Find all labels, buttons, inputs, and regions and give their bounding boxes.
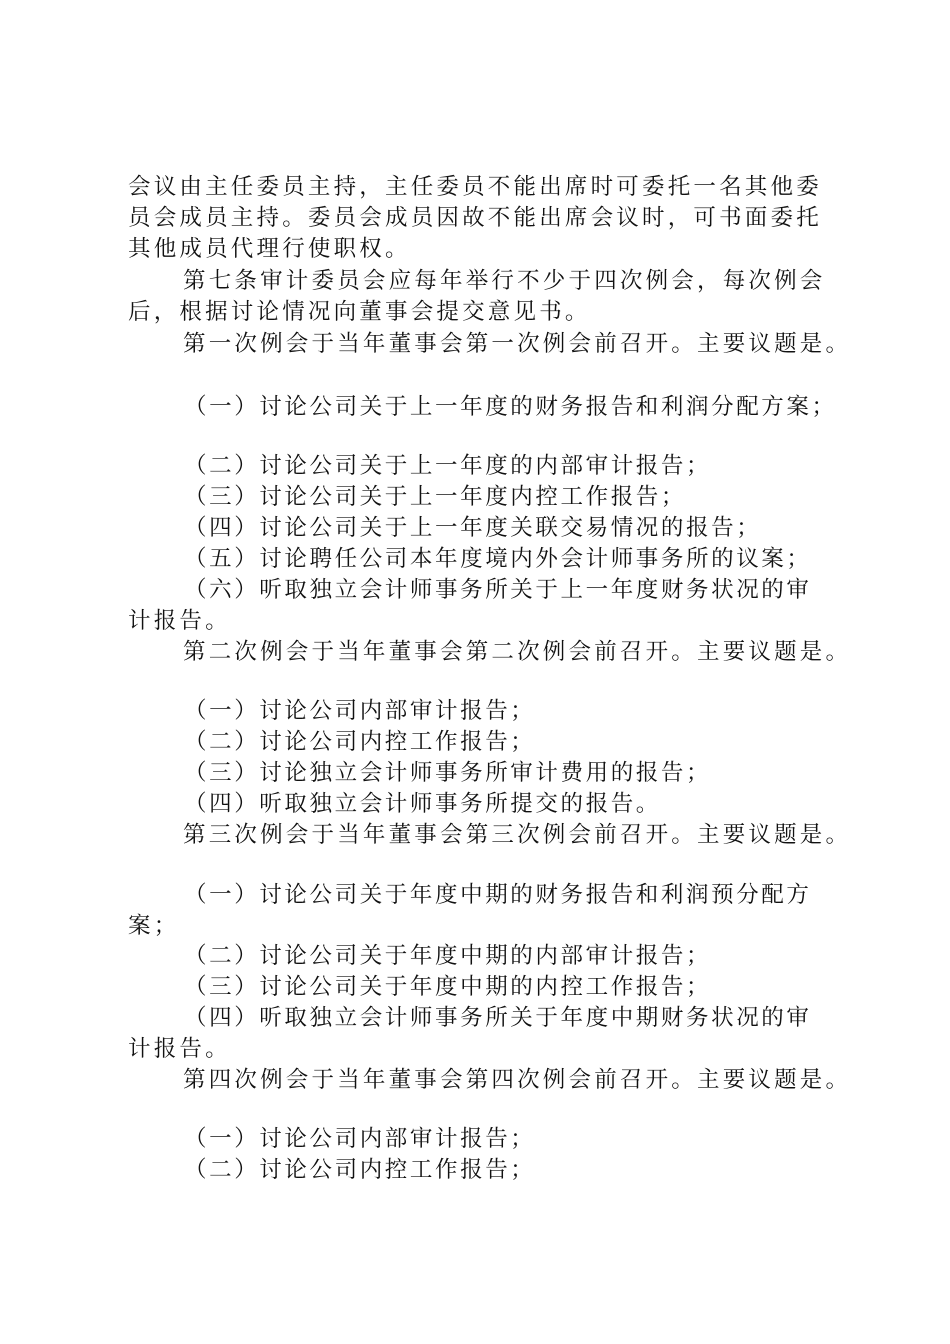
list-item: （六）听取独立会计师事务所关于上一年度财务状况的审 <box>184 577 812 603</box>
list-item: （二）讨论公司关于上一年度的内部审计报告； <box>184 453 712 479</box>
list-item: （一）讨论公司关于上一年度的财务报告和利润分配方案； <box>184 394 837 420</box>
text-line: 后，根据讨论情况向董事会提交意见书。 <box>128 299 591 325</box>
list-item: （三）讨论公司关于年度中期的内控工作报告； <box>184 974 712 1000</box>
text-line: 其他成员代理行使职权。 <box>128 236 411 262</box>
list-item: （一）讨论公司内部审计报告； <box>184 698 536 724</box>
text-line: 计报告。 <box>128 1036 231 1062</box>
list-item: （四）讨论公司关于上一年度关联交易情况的报告； <box>184 515 762 541</box>
list-item: （五）讨论聘任公司本年度境内外会计师事务所的议案； <box>184 546 812 572</box>
text-line: 会议由主任委员主持，主任委员不能出席时可委托一名其他委 <box>128 174 822 200</box>
list-item: （三）讨论独立会计师事务所审计费用的报告； <box>184 760 712 786</box>
text-line: 案； <box>128 913 180 939</box>
text-line: 计报告。 <box>128 608 231 634</box>
list-item: （三）讨论公司关于上一年度内控工作报告； <box>184 484 687 510</box>
list-item: （一）讨论公司关于年度中期的财务报告和利润预分配方 <box>184 882 812 908</box>
list-item: （四）听取独立会计师事务所提交的报告。 <box>184 791 661 817</box>
list-item: （二）讨论公司内控工作报告； <box>184 1157 536 1183</box>
section-heading: 第一次例会于当年董事会第一次例会前召开。主要议题是。 <box>183 331 852 357</box>
paragraph-line: 第七条审计委员会应每年举行不少于四次例会，每次例会 <box>183 268 826 294</box>
section-heading: 第三次例会于当年董事会第三次例会前召开。主要议题是。 <box>183 822 852 848</box>
list-item: （二）讨论公司内控工作报告； <box>184 729 536 755</box>
section-heading: 第二次例会于当年董事会第二次例会前召开。主要议题是。 <box>183 639 852 665</box>
list-item: （四）听取独立会计师事务所关于年度中期财务状况的审 <box>184 1005 812 1031</box>
text-line: 员会成员主持。委员会成员因故不能出席会议时，可书面委托 <box>128 205 822 231</box>
list-item: （二）讨论公司关于年度中期的内部审计报告； <box>184 943 712 969</box>
section-heading: 第四次例会于当年董事会第四次例会前召开。主要议题是。 <box>183 1067 852 1093</box>
list-item: （一）讨论公司内部审计报告； <box>184 1126 536 1152</box>
